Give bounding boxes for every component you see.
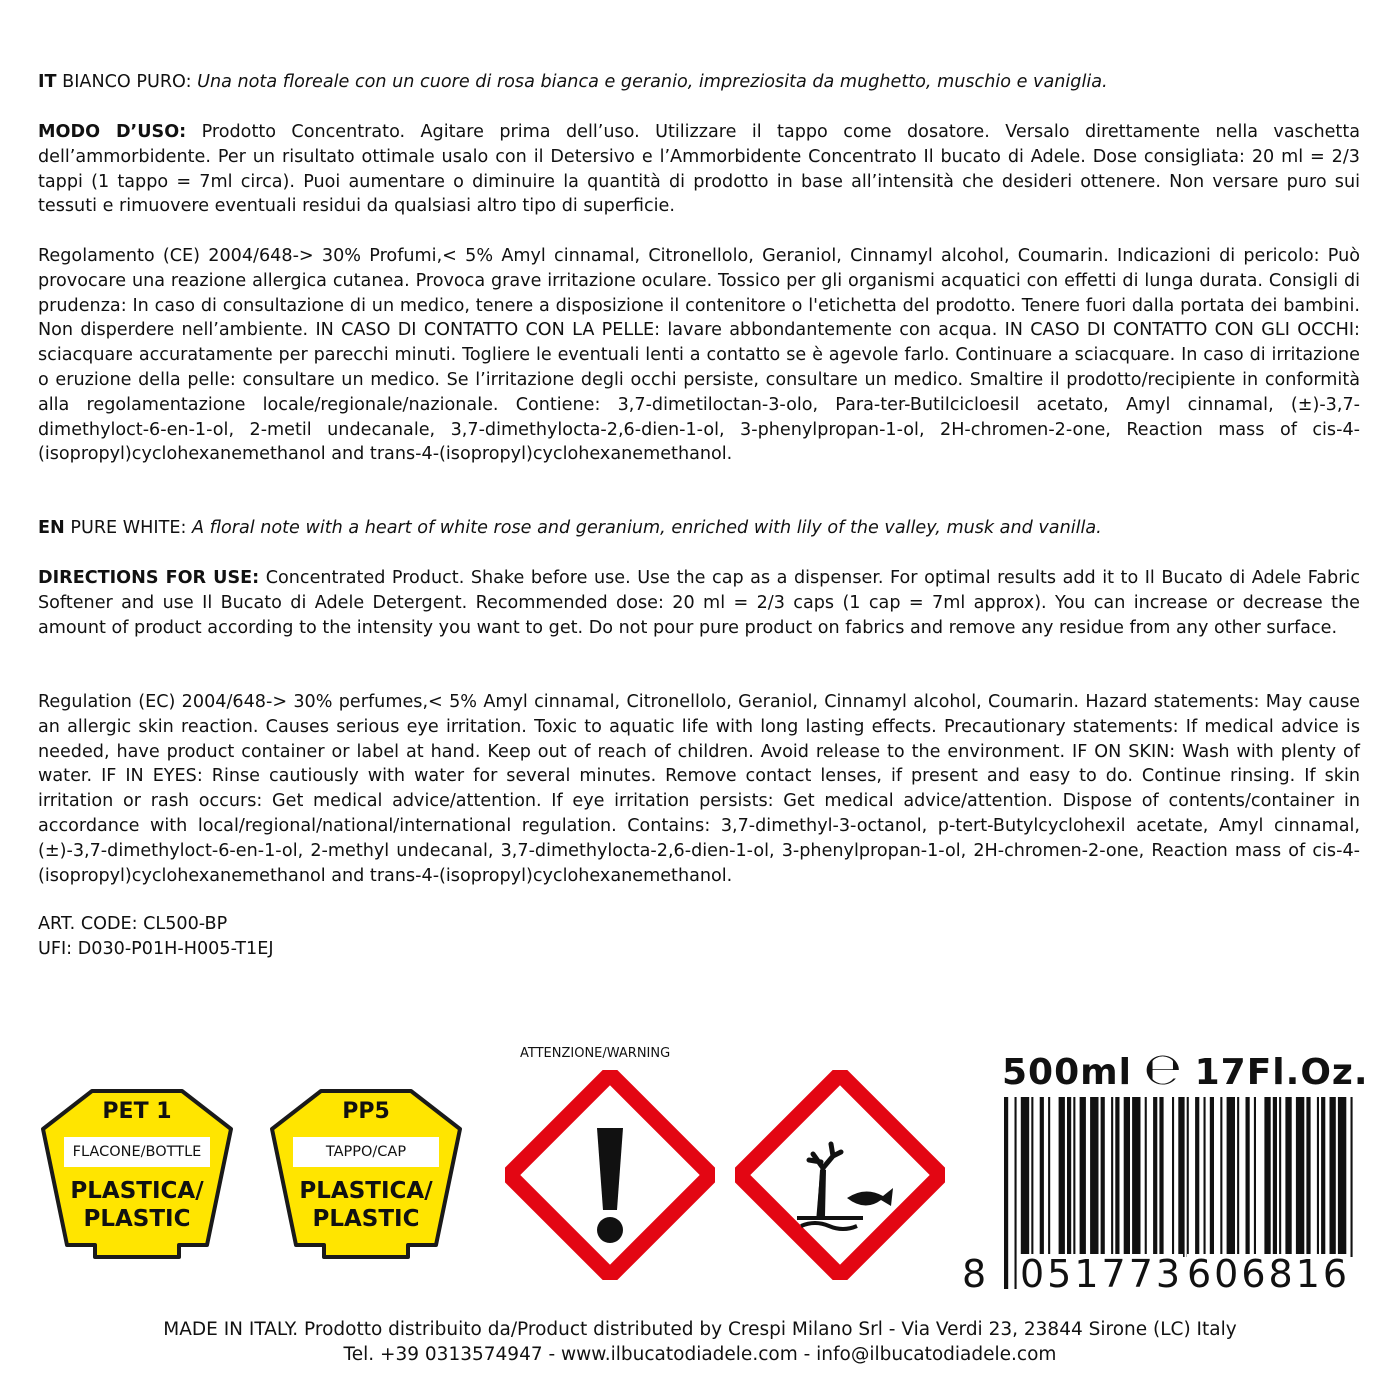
it-lang-code: IT	[38, 72, 57, 92]
barcode-bar	[1101, 1097, 1105, 1257]
exclamation-mark-icon	[505, 1070, 715, 1284]
barcode-bar	[1279, 1097, 1281, 1257]
recycle-material-line2: PLASTIC	[312, 1206, 420, 1232]
recycle-material	[37, 1177, 237, 1233]
recycle-component-label: FLACONE/BOTTLE	[64, 1137, 210, 1167]
recycle-code: PP5	[342, 1099, 390, 1124]
barcode-bar	[1159, 1097, 1163, 1257]
barcode-bar	[1090, 1097, 1098, 1257]
ufi-code: UFI: D030-P01H-H005-T1EJ	[38, 939, 274, 959]
barcode-bar	[1040, 1097, 1044, 1257]
barcode-digit-first: 8	[962, 1252, 987, 1296]
barcode-bar	[1264, 1097, 1270, 1257]
barcode-bar	[1073, 1097, 1075, 1257]
barcode-bar	[1351, 1097, 1353, 1257]
barcode-digits-right: 606816	[1187, 1252, 1351, 1296]
barcode-digits-left: 051773	[1020, 1252, 1184, 1296]
barcode-bar	[1132, 1097, 1140, 1257]
it-directions	[38, 120, 1360, 219]
en-lang-code: EN	[38, 518, 65, 538]
it-directions-text: Prodotto Concentrato. Agitare prima dell’uso. Utilizzare il tappo come dosatore. Versalo direttamente nella vaschetta dell’ammorbidente. Per un risultato ottimale usalo con il Detersivo e l’Ammorbidente Concentrato Il bucato di Adele. Dose consigliata: 20 ml = 2/3 tappi (1 tappo = 7ml circa). Puoi aumentare o diminuire la quantità di prodotto in base all’intensità che desideri ottenere. Non versare puro sui tessuti e rimuovere eventuali residui da qualsiasi altro tipo di superficie.	[38, 122, 1360, 217]
hazard-signal-word: ATTENZIONE/WARNING	[520, 1046, 671, 1061]
barcode-bar	[1187, 1097, 1189, 1257]
en-product-name: PURE WHITE:	[64, 518, 192, 538]
barcode-bar	[1285, 1097, 1291, 1257]
barcode-bar	[1246, 1097, 1250, 1257]
barcode-bar	[1124, 1097, 1130, 1257]
barcode-bar	[1172, 1097, 1174, 1257]
barcode-bar	[1153, 1097, 1157, 1257]
en-regulation-text: Regulation (EC) 2004/648-> 30% perfumes,< 5% Amyl cinnamal, Citronellolo, Geraniol, Cinnamyl alcohol, Coumarin. Hazard statements: May cause an allergic skin reaction. Causes serious eye irritation. Toxic to aquatic life with long lasting effects. Precautionary statements: If medical advice is needed, have product container or label at hand. Keep out of reach of children. Avoid release to the environment. IF ON SKIN: Wash with plenty of water. IF IN EYES: Rinse cautiously with water for several minutes. Remove contact lenses, if present and easy to do. Continue rinsing. If skin irritation or rash occurs: Get medical advice/attention. If eye irritation persists: Get medical advice/attention. Dispose of contents/container in accordance with local/regional/national/international regulation. Contains: 3,7-dimethyl-3-octanol, p-tert-Butylcyclohexil acetate, Amyl cinnamal, (±)-3,7-dimethyloct-6-en-1-ol, 2-methyl undecanal, 3,7-dimethylocta-2,6-dien-1-ol, 3-phenylpropan-1-ol, 2H-chromen-2-one, Reaction mass of cis-4-(isopropyl)cyclohexanemethanol and trans-4-(isopropyl)cyclohexanemethanol.	[38, 692, 1360, 886]
barcode-bar	[1015, 1097, 1017, 1289]
barcode-bar	[1338, 1097, 1346, 1257]
recycle-badge-cap	[266, 1085, 466, 1265]
barcode-bar	[1031, 1097, 1033, 1257]
recycle-component-label: TAPPO/CAP	[293, 1137, 439, 1167]
en-directions	[38, 566, 1360, 640]
en-directions-label: DIRECTIONS FOR USE:	[38, 568, 260, 588]
environment-hazard-icon	[735, 1070, 945, 1284]
barcode-bar	[1296, 1097, 1304, 1257]
en-regulation	[38, 690, 1360, 888]
en-directions-text: Concentrated Product. Shake before use. Use the cap as a dispenser. For optimal results add it to Il Bucato di Adele Fabric Softener and use Il Bucato di Adele Detergent. Recommended dose: 20 ml = 2/3 caps (1 cap = 7ml approx). You can increase or decrease the amount of product according to the intensity you want to get. Do not pour pure product on fabrics and remove any residue from any other surface.	[38, 568, 1360, 638]
barcode-bar	[1067, 1097, 1071, 1257]
volume-metric: 500ml	[1002, 1052, 1132, 1093]
footer-contact: Tel. +39 0313574947 - www.ilbucatodiadele.com - info@ilbucatodiadele.com	[343, 1344, 1057, 1365]
recycle-code: PET 1	[102, 1099, 172, 1124]
barcode-bar	[1330, 1097, 1336, 1257]
barcode-bar	[1004, 1097, 1008, 1289]
barcode-bar	[1237, 1097, 1239, 1257]
recycle-material-line1: PLASTICA/	[70, 1178, 204, 1204]
it-regulation-text: Regolamento (CE) 2004/648-> 30% Profumi,< 5% Amyl cinnamal, Citronellolo, Geraniol, Cinnamyl alcohol, Coumarin. Indicazioni di pericolo: Può provocare una reazione allergica cutanea. Provoca grave irritazione oculare. Tossico per gli organismi acquatici con effetti di lunga durata. Consigli di prudenza: In caso di consultazione di un medico, tenere a disposizione il contenitore o l'etichetta del prodotto. Tenere fuori dalla portata dei bambini. Non disperdere nell’ambiente. IN CASO DI CONTATTO CON LA PELLE: lavare abbondantemente con acqua. IN CASO DI CONTATTO CON GLI OCCHI: sciacquare accuratamente per parecchi minuti. Togliere le eventuali lenti a contatto se è agevole farlo. Continuare a sciacquare. In caso di irritazione o eruzione della pelle: consultare un medico. Se l’irritazione degli occhi persiste, consultare un medico. Smaltire il prodotto/recipiente in conformità alla regolamentazione locale/regionale/nazionale. Contiene: 3,7-dimetiloctan-3-olo, Para-ter-Butilcicloesil acetato, Amyl cinnamal, (±)-3,7-dimethyloct-6-en-1-ol, 2-metil undecanale, 3,7-dimethylocta-2,6-dien-1-ol, 3-phenylpropan-1-ol, 2H-chromen-2-one, Reaction mass of cis-4-(isopropyl)cyclohexanemethanol and trans-4-(isopropyl)cyclohexanemethanol.	[38, 246, 1360, 465]
recycle-material	[266, 1177, 466, 1233]
art-code: ART. CODE: CL500-BP	[38, 914, 228, 934]
barcode-bar	[1048, 1097, 1050, 1257]
estimated-sign-icon: ℮	[1144, 1044, 1183, 1095]
recycle-material-line1: PLASTICA/	[299, 1178, 433, 1204]
it-description-text: Una nota floreale con un cuore di rosa bianca e geranio, impreziosita da mughetto, muschio e vaniglia.	[197, 72, 1108, 92]
it-product-name: BIANCO PURO:	[56, 72, 198, 92]
footer	[0, 1317, 1400, 1367]
it-description	[38, 70, 1360, 95]
barcode-bar	[1306, 1097, 1310, 1257]
barcode-bar	[1254, 1097, 1256, 1257]
en-description	[38, 516, 1360, 541]
barcode-bar	[1227, 1097, 1235, 1257]
barcode-bar	[1145, 1097, 1147, 1257]
recycle-material-line2: PLASTIC	[83, 1206, 191, 1232]
barcode-bar	[1178, 1097, 1184, 1257]
recycle-badge-bottle	[37, 1085, 237, 1265]
barcode-bar	[1059, 1097, 1065, 1257]
barcode-bar	[1273, 1097, 1277, 1257]
volume-label	[1002, 1044, 1369, 1095]
it-regulation	[38, 244, 1360, 467]
barcode-bar	[1021, 1097, 1029, 1257]
barcode-bar	[1080, 1097, 1086, 1257]
it-directions-label: MODO D’USO:	[38, 122, 187, 142]
en-description-text: A floral note with a heart of white rose and geranium, enriched with lily of the valley, musk and vanilla.	[191, 518, 1102, 538]
footer-manufacturer: MADE IN ITALY. Prodotto distribuito da/Product distributed by Crespi Milano Srl - Via Verdi 23, 23844 Sirone (LC) Italy	[163, 1319, 1237, 1340]
volume-imperial: 17Fl.Oz.	[1194, 1052, 1369, 1093]
